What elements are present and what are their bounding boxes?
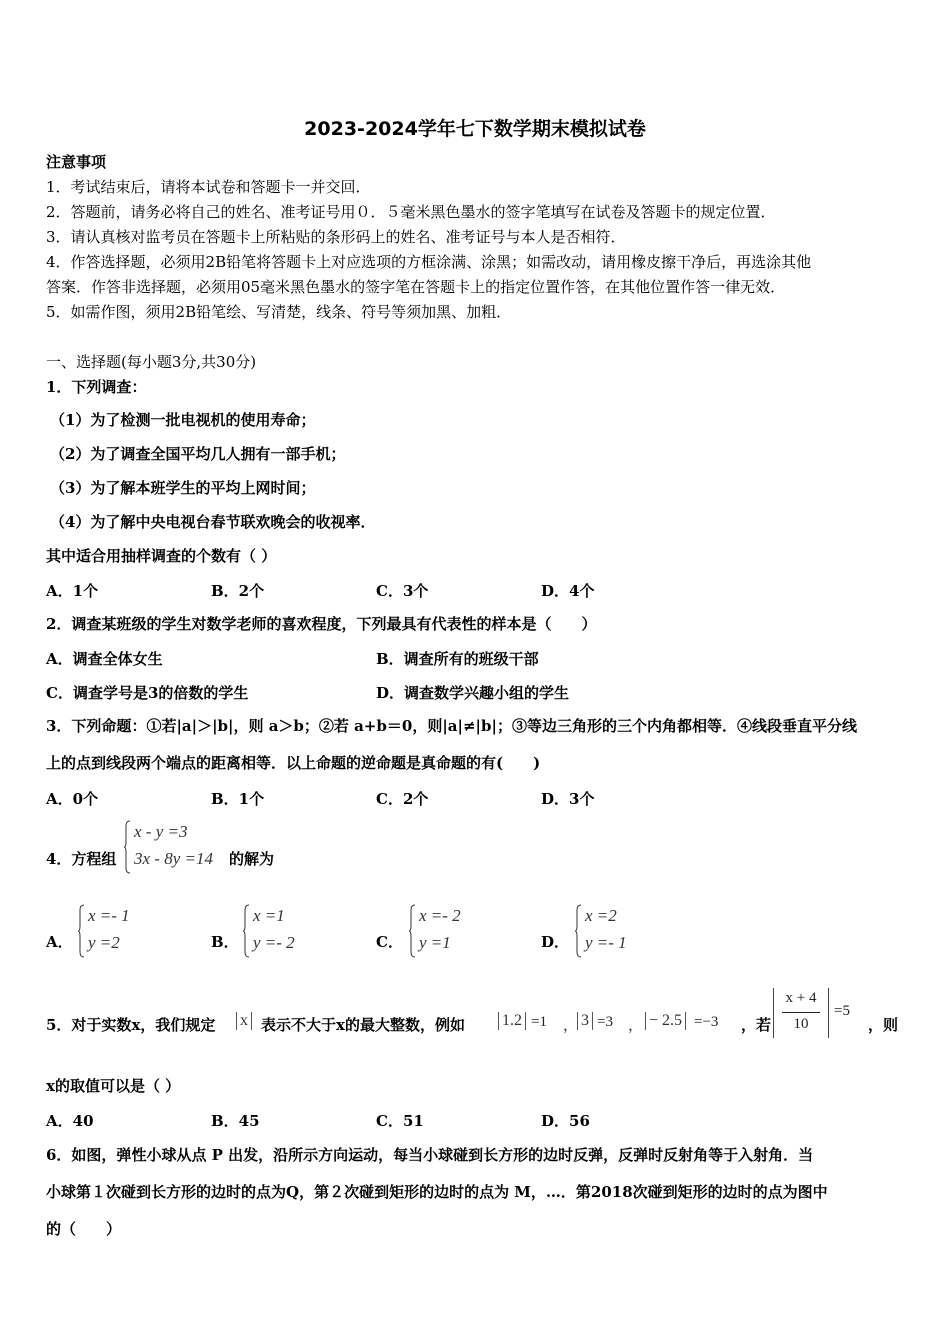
q5-denominator: 10 — [793, 1016, 809, 1032]
q3-stem-line2: 上的点到线段两个端点的距离相等．以上命题的逆命题是真命题的有( ) — [46, 754, 541, 772]
q5-floor-x: x — [236, 1012, 252, 1030]
q5-option-a: A．40 — [46, 1112, 94, 1130]
q1-option-b: B．2个 — [211, 582, 265, 600]
q6-stem-line3: 的（ ） — [46, 1220, 122, 1238]
q4-option-a-label: A． — [46, 933, 73, 951]
notice-item-2: 2．答题前，请务必将自己的姓名、准考证号用０．５毫米黑色墨水的签字笔填写在试卷及答题卡的规定位置． — [46, 203, 776, 221]
q5-part3: ，若 — [741, 1016, 772, 1034]
q5-equals: =5 — [834, 1003, 850, 1019]
q4-option-c-system — [409, 904, 489, 958]
q5-sep2: ， — [628, 1018, 644, 1034]
q1-item-4: （4）为了解中央电视台春节联欢晚会的收视率． — [50, 513, 376, 531]
q5-example1-result: =1 — [531, 1014, 547, 1030]
section-heading: 一、选择题(每小题3分,共30分) — [46, 353, 257, 371]
q4-option-d-label: D． — [541, 933, 570, 951]
q1-option-a: A．1个 — [46, 582, 99, 600]
q2-stem: 2．调查某班级的学生对数学老师的喜欢程度，下列最具有代表性的样本是（ ） — [46, 615, 597, 633]
q4-system-eq1: x - y =3 — [134, 822, 188, 841]
notice-item-4-cont: 答案．作答非选择题，必须用05毫米黑色墨水的签字笔在答题卡上的指定位置作答，在其他位置作答一律无效． — [46, 278, 786, 296]
q4-option-a-eq2: y =2 — [88, 933, 120, 952]
q4-option-b-eq2: y =- 2 — [253, 933, 295, 952]
q5-numerator: x + 4 — [785, 990, 817, 1006]
q4-option-c-eq1: x =- 2 — [419, 906, 461, 925]
notice-item-3: 3．请认真核对监考员在答题卡上所粘贴的条形码上的姓名、准考证号与本人是否相符． — [46, 228, 626, 246]
q4-option-a-eq1: x =- 1 — [88, 906, 130, 925]
q4-system-eq2: 3x - 8y =14 — [134, 849, 213, 868]
notice-item-1: 1．考试结束后，请将本试卷和答题卡一并交回． — [46, 178, 371, 196]
q5-example3-result: =−3 — [694, 1014, 719, 1030]
q6-stem-line2: 小球第１次碰到长方形的边时的点为Q，第２次碰到矩形的边时的点为 M，…．第2018次碰到矩形的边时的点为图中 — [46, 1183, 828, 1201]
q5-option-d: D．56 — [541, 1112, 590, 1130]
q4-option-b-label: B． — [211, 933, 239, 951]
q5-part1: 5．对于实数x，我们规定 — [46, 1016, 216, 1034]
q5-example3-floor: − 2.5 — [645, 1012, 686, 1030]
q2-option-a: A．调查全体女生 — [46, 650, 163, 668]
q1-item-1: （1）为了检测一批电视机的使用寿命； — [50, 411, 316, 429]
q2-option-c: C．调查学号是3的倍数的学生 — [46, 684, 249, 702]
q4-suffix: 的解为 — [229, 850, 275, 868]
q5-option-b: B．45 — [211, 1112, 260, 1130]
q5-sep1: ， — [563, 1018, 579, 1034]
q4-option-a-system — [78, 904, 158, 958]
q5-example2-floor: 3 — [577, 1012, 593, 1030]
q3-option-b: B．1个 — [211, 790, 265, 808]
notice-item-5: 5．如需作图，须用2B铅笔绘、写清楚，线条、符号等须加黑、加粗． — [46, 303, 512, 321]
q5-example1-floor: 1.2 — [498, 1012, 526, 1030]
notice-item-4: 4．作答选择题，必须用2B铅笔将答题卡上对应选项的方框涂满、涂黑；如需改动，请用橡皮擦干净后，再选涂其他 — [46, 253, 812, 271]
q3-option-a: A．0个 — [46, 790, 99, 808]
q5-part2: 表示不大于x的最大整数，例如 — [261, 1016, 465, 1034]
q4-option-d-system — [575, 904, 655, 958]
q4-option-c-label: C． — [376, 933, 403, 951]
q4-option-c-eq2: y =1 — [419, 933, 451, 952]
q5-floor-fraction — [773, 988, 829, 1038]
q4-option-d-eq2: y =- 1 — [585, 933, 627, 952]
q4-option-b-system — [243, 904, 323, 958]
q1-item-2: （2）为了调查全国平均几人拥有一部手机； — [50, 445, 346, 463]
q2-option-d: D．调查数学兴趣小组的学生 — [376, 684, 570, 702]
q3-option-c: C．2个 — [376, 790, 429, 808]
q5-fraction-bar — [782, 1012, 820, 1013]
q4-prefix: 4．方程组 — [46, 850, 117, 868]
q4-equation-system — [124, 820, 232, 874]
notice-heading: 注意事项 — [46, 153, 107, 171]
q1-option-d: D．4个 — [541, 582, 595, 600]
q3-stem-line1: 3．下列命题：①若|a|＞|b|，则 a＞b；②若 a+b＝0，则|a|≠|b|；③等边三角形的三个内角都相等．④线段垂直平分线 — [46, 717, 857, 735]
q2-option-b: B．调查所有的班级干部 — [376, 650, 539, 668]
q5-option-c: C．51 — [376, 1112, 424, 1130]
q4-option-d-eq1: x =2 — [585, 906, 617, 925]
q5-example2-result: =3 — [597, 1014, 613, 1030]
q4-option-b-eq1: x =1 — [253, 906, 285, 925]
q5-line2: x的取值可以是（ ） — [46, 1077, 181, 1095]
q1-stem: 1．下列调查： — [46, 378, 147, 396]
exam-title: 2023-2024学年七下数学期末模拟试卷 — [304, 118, 646, 140]
q3-option-d: D．3个 — [541, 790, 595, 808]
q1-option-c: C．3个 — [376, 582, 429, 600]
q6-stem-line1: 6．如图，弹性小球从点 P 出发，沿所示方向运动，每当小球碰到长方形的边时反弹，反弹时反射角等于入射角．当 — [46, 1146, 814, 1164]
q1-item-3: （3）为了解本班学生的平均上网时间； — [50, 479, 316, 497]
q5-part4: ，则 — [868, 1016, 899, 1034]
q1-ask: 其中适合用抽样调查的个数有（ ） — [46, 547, 277, 565]
